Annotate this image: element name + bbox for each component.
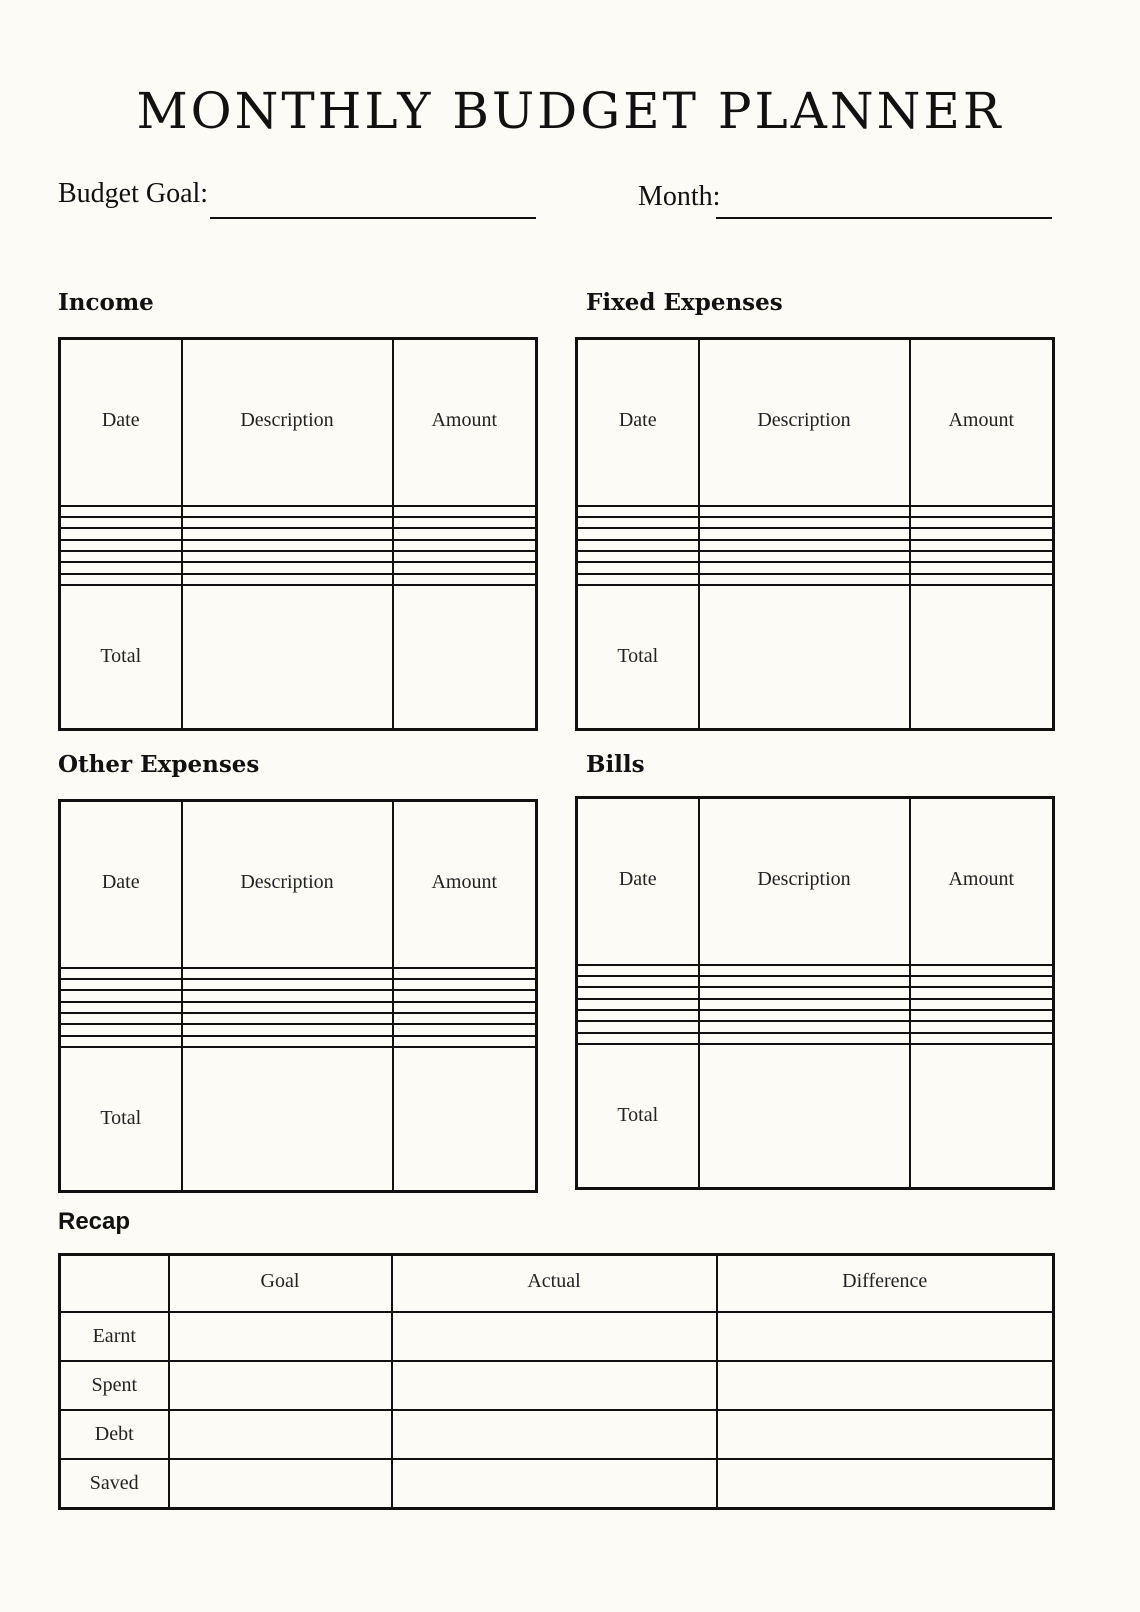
fixed-expenses-cell-amount[interactable] — [910, 562, 1054, 573]
recap-corner-cell — [60, 1255, 169, 1313]
other-expenses-table — [58, 799, 538, 1193]
income-cell-date[interactable] — [60, 506, 182, 517]
other-expenses-total-description[interactable] — [182, 1047, 393, 1192]
table-row — [577, 999, 1054, 1010]
bills-cell-amount[interactable] — [910, 1010, 1054, 1021]
bills-cell-description[interactable] — [699, 1033, 910, 1044]
recap-cell-goal[interactable] — [169, 1410, 392, 1459]
bills-cell-description[interactable] — [699, 1010, 910, 1021]
bills-cell-date[interactable] — [577, 965, 699, 976]
bills-col-amount: Amount — [910, 798, 1054, 965]
table-row — [60, 1002, 537, 1013]
bills-cell-date[interactable] — [577, 1021, 699, 1032]
other-expenses-cell-description[interactable] — [182, 990, 393, 1001]
fixed-expenses-total-label: Total — [577, 585, 699, 730]
fixed-expenses-cell-date[interactable] — [577, 551, 699, 562]
bills-cell-date[interactable] — [577, 976, 699, 987]
bills-title: Bills — [586, 751, 645, 778]
table-row — [60, 1361, 1054, 1410]
bills-cell-amount[interactable] — [910, 987, 1054, 998]
income-cell-amount[interactable] — [393, 517, 537, 528]
income-cell-date[interactable] — [60, 517, 182, 528]
table-row — [60, 551, 537, 562]
table-row — [577, 1021, 1054, 1032]
fixed-expenses-col-description: Description — [699, 339, 910, 506]
other-expenses-cell-amount[interactable] — [393, 1013, 537, 1024]
income-table — [58, 337, 538, 731]
income-total-row — [60, 585, 537, 730]
other-expenses-cell-date[interactable] — [60, 1002, 182, 1013]
recap-cell-goal[interactable] — [169, 1459, 392, 1509]
fixed-expenses-total-row — [577, 585, 1054, 730]
fixed-expenses-cell-date[interactable] — [577, 528, 699, 539]
fixed-expenses-cell-amount[interactable] — [910, 574, 1054, 585]
bills-cell-amount[interactable] — [910, 1021, 1054, 1032]
fixed-expenses-cell-description[interactable] — [699, 517, 910, 528]
table-row — [60, 979, 537, 990]
income-total-description[interactable] — [182, 585, 393, 730]
income-col-date: Date — [60, 339, 182, 506]
recap-cell-goal[interactable] — [169, 1312, 392, 1361]
table-row — [577, 1010, 1054, 1021]
table-row — [60, 1036, 537, 1047]
income-total-label: Total — [60, 585, 182, 730]
income-cell-date[interactable] — [60, 551, 182, 562]
table-row — [577, 1033, 1054, 1044]
table-row — [577, 517, 1054, 528]
bills-header-row — [577, 798, 1054, 965]
table-row — [577, 528, 1054, 539]
income-cell-amount[interactable] — [393, 574, 537, 585]
fixed-expenses-cell-amount[interactable] — [910, 506, 1054, 517]
fixed-expenses-col-date: Date — [577, 339, 699, 506]
bills-table — [575, 796, 1055, 1190]
month-field[interactable] — [716, 217, 1052, 219]
other-expenses-cell-date[interactable] — [60, 968, 182, 979]
other-expenses-total-label: Total — [60, 1047, 182, 1192]
recap-row-label: Spent — [60, 1361, 169, 1410]
income-cell-description[interactable] — [182, 540, 393, 551]
recap-cell-difference[interactable] — [717, 1459, 1054, 1509]
fixed-expenses-header-row — [577, 339, 1054, 506]
other-expenses-cell-date[interactable] — [60, 1013, 182, 1024]
other-expenses-cell-description[interactable] — [182, 1013, 393, 1024]
fixed-expenses-total-amount[interactable] — [910, 585, 1054, 730]
fixed-expenses-cell-description[interactable] — [699, 551, 910, 562]
recap-table — [58, 1253, 1055, 1510]
income-cell-description[interactable] — [182, 517, 393, 528]
table-row — [60, 528, 537, 539]
table-row — [577, 987, 1054, 998]
fixed-expenses-cell-date[interactable] — [577, 506, 699, 517]
fixed-expenses-cell-date[interactable] — [577, 540, 699, 551]
fixed-expenses-total-description[interactable] — [699, 585, 910, 730]
fixed-expenses-table — [575, 337, 1055, 731]
recap-cell-actual[interactable] — [392, 1410, 717, 1459]
table-row — [577, 506, 1054, 517]
recap-header-row — [60, 1255, 1054, 1313]
income-cell-description[interactable] — [182, 528, 393, 539]
recap-title: Recap — [58, 1208, 131, 1235]
month-label: Month: — [638, 181, 721, 212]
income-cell-amount[interactable] — [393, 540, 537, 551]
table-row — [577, 562, 1054, 573]
income-cell-date[interactable] — [60, 528, 182, 539]
fixed-expenses-cell-amount[interactable] — [910, 540, 1054, 551]
fixed-expenses-cell-amount[interactable] — [910, 528, 1054, 539]
bills-cell-date[interactable] — [577, 999, 699, 1010]
recap-cell-difference[interactable] — [717, 1312, 1054, 1361]
other-expenses-cell-date[interactable] — [60, 990, 182, 1001]
income-cell-amount[interactable] — [393, 506, 537, 517]
budget-goal-label: Budget Goal: — [58, 178, 209, 209]
other-expenses-cell-amount[interactable] — [393, 979, 537, 990]
other-expenses-col-date: Date — [60, 801, 182, 968]
table-row — [60, 1013, 537, 1024]
fixed-expenses-col-amount: Amount — [910, 339, 1054, 506]
recap-cell-actual[interactable] — [392, 1459, 717, 1509]
other-expenses-cell-description[interactable] — [182, 979, 393, 990]
bills-col-description: Description — [699, 798, 910, 965]
other-expenses-cell-amount[interactable] — [393, 990, 537, 1001]
bills-total-row — [577, 1044, 1054, 1189]
income-col-amount: Amount — [393, 339, 537, 506]
table-row — [60, 968, 537, 979]
recap-cell-goal[interactable] — [169, 1361, 392, 1410]
bills-total-amount[interactable] — [910, 1044, 1054, 1189]
bills-cell-description[interactable] — [699, 965, 910, 976]
bills-cell-date[interactable] — [577, 1010, 699, 1021]
table-row — [60, 990, 537, 1001]
table-row — [577, 574, 1054, 585]
fixed-expenses-cell-amount[interactable] — [910, 517, 1054, 528]
other-expenses-cell-amount[interactable] — [393, 1036, 537, 1047]
table-row — [577, 965, 1054, 976]
recap-cell-difference[interactable] — [717, 1410, 1054, 1459]
table-row — [60, 562, 537, 573]
other-expenses-cell-amount[interactable] — [393, 1024, 537, 1035]
income-header-row — [60, 339, 537, 506]
other-expenses-cell-amount[interactable] — [393, 968, 537, 979]
other-expenses-title: Other Expenses — [58, 751, 260, 778]
recap-row-label: Saved — [60, 1459, 169, 1509]
other-expenses-header-row — [60, 801, 537, 968]
income-cell-date[interactable] — [60, 562, 182, 573]
fixed-expenses-title: Fixed Expenses — [586, 289, 783, 316]
other-expenses-col-description: Description — [182, 801, 393, 968]
page-title: MONTHLY BUDGET PLANNER — [136, 82, 1004, 140]
budget-goal-field[interactable] — [210, 217, 536, 219]
income-cell-description[interactable] — [182, 506, 393, 517]
income-cell-amount[interactable] — [393, 528, 537, 539]
income-cell-amount[interactable] — [393, 562, 537, 573]
bills-cell-description[interactable] — [699, 1021, 910, 1032]
other-expenses-cell-date[interactable] — [60, 979, 182, 990]
other-expenses-cell-description[interactable] — [182, 1002, 393, 1013]
bills-cell-description[interactable] — [699, 999, 910, 1010]
table-row — [60, 506, 537, 517]
table-row — [60, 1312, 1054, 1361]
income-cell-description[interactable] — [182, 551, 393, 562]
other-expenses-total-amount[interactable] — [393, 1047, 537, 1192]
other-expenses-cell-date[interactable] — [60, 1024, 182, 1035]
table-row — [577, 551, 1054, 562]
table-row — [60, 540, 537, 551]
bills-cell-amount[interactable] — [910, 965, 1054, 976]
income-cell-date[interactable] — [60, 540, 182, 551]
fixed-expenses-cell-description[interactable] — [699, 506, 910, 517]
income-title: Income — [58, 289, 154, 316]
table-row — [60, 574, 537, 585]
recap-col-difference: Difference — [717, 1255, 1054, 1313]
bills-cell-amount[interactable] — [910, 976, 1054, 987]
other-expenses-total-row — [60, 1047, 537, 1192]
other-expenses-cell-date[interactable] — [60, 1036, 182, 1047]
other-expenses-cell-amount[interactable] — [393, 1002, 537, 1013]
income-cell-description[interactable] — [182, 562, 393, 573]
bills-cell-description[interactable] — [699, 976, 910, 987]
fixed-expenses-cell-description[interactable] — [699, 574, 910, 585]
table-row — [60, 1024, 537, 1035]
table-row — [577, 540, 1054, 551]
fixed-expenses-cell-date[interactable] — [577, 517, 699, 528]
other-expenses-cell-description[interactable] — [182, 1024, 393, 1035]
bills-cell-amount[interactable] — [910, 999, 1054, 1010]
other-expenses-cell-description[interactable] — [182, 1036, 393, 1047]
bills-cell-date[interactable] — [577, 1033, 699, 1044]
bills-cell-amount[interactable] — [910, 1033, 1054, 1044]
recap-row-label: Earnt — [60, 1312, 169, 1361]
recap-col-actual: Actual — [392, 1255, 717, 1313]
income-col-description: Description — [182, 339, 393, 506]
table-row — [60, 1459, 1054, 1509]
bills-total-description[interactable] — [699, 1044, 910, 1189]
recap-cell-actual[interactable] — [392, 1361, 717, 1410]
recap-cell-difference[interactable] — [717, 1361, 1054, 1410]
fixed-expenses-cell-description[interactable] — [699, 540, 910, 551]
table-row — [60, 1410, 1054, 1459]
fixed-expenses-cell-description[interactable] — [699, 528, 910, 539]
income-total-amount[interactable] — [393, 585, 537, 730]
income-cell-amount[interactable] — [393, 551, 537, 562]
fixed-expenses-cell-date[interactable] — [577, 574, 699, 585]
other-expenses-cell-description[interactable] — [182, 968, 393, 979]
fixed-expenses-cell-date[interactable] — [577, 562, 699, 573]
bills-col-date: Date — [577, 798, 699, 965]
fixed-expenses-cell-description[interactable] — [699, 562, 910, 573]
table-row — [60, 517, 537, 528]
table-row — [577, 976, 1054, 987]
income-cell-description[interactable] — [182, 574, 393, 585]
bills-cell-date[interactable] — [577, 987, 699, 998]
recap-cell-actual[interactable] — [392, 1312, 717, 1361]
recap-row-label: Debt — [60, 1410, 169, 1459]
other-expenses-col-amount: Amount — [393, 801, 537, 968]
bills-cell-description[interactable] — [699, 987, 910, 998]
income-cell-date[interactable] — [60, 574, 182, 585]
bills-total-label: Total — [577, 1044, 699, 1189]
recap-col-goal: Goal — [169, 1255, 392, 1313]
fixed-expenses-cell-amount[interactable] — [910, 551, 1054, 562]
